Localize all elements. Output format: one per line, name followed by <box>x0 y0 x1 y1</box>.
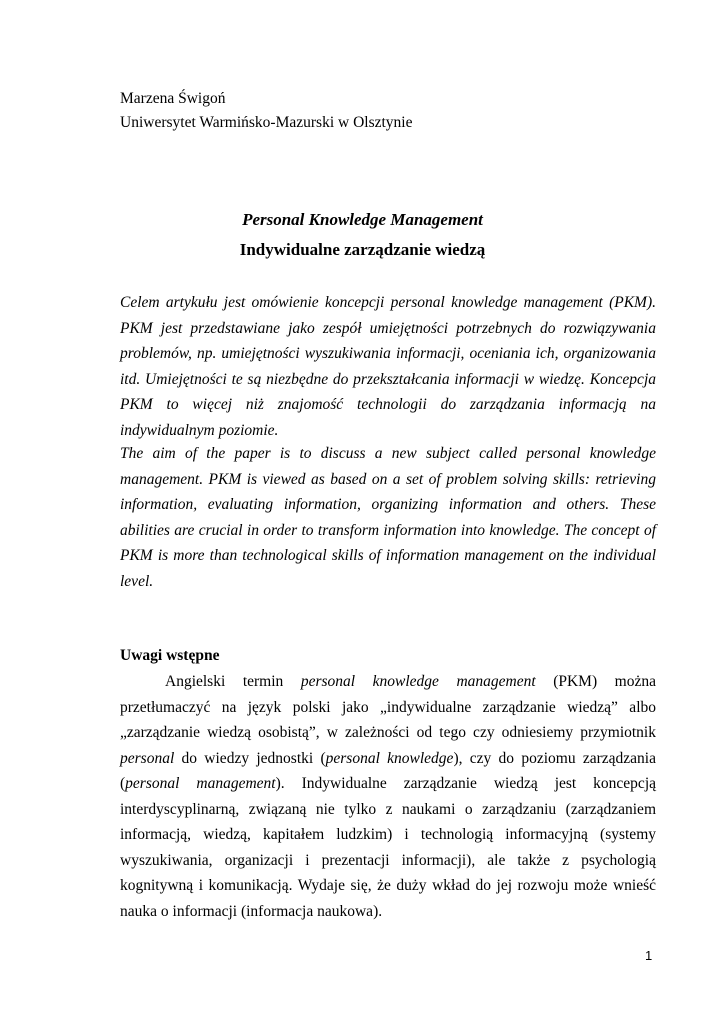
body-italic-term: personal <box>120 749 175 767</box>
abstract-polish: Celem artykułu jest omówienie koncepcji personal knowledge management (PKM). PKM jest przedstawiane jako zespół umiejętności potrzebnych do rozwiązywania problemów, np. umiejętności wyszukiwania informacji, oceniania ich, organizowania itd. Umiejętności te są niezbędne do przekształcania informacji w wiedzę. Koncepcja PKM to więcej niż znajomość technologii do zarządzania informacją na indywidualnym poziomie. <box>120 294 656 439</box>
abstract-english: The aim of the paper is to discuss a new subject called personal knowledge management. PKM is viewed as based on a set of problem solving skills: retrieving information, evaluating information, organizing information and others. These abilities are crucial in order to transform information into knowledge. The concept of PKM is more than technological skills of information management on the individual level. <box>120 445 656 590</box>
body-text-run: Angielski termin <box>165 673 301 690</box>
body-italic-term: personal knowledge <box>325 749 454 767</box>
body-paragraph <box>120 669 656 924</box>
body-text-run: ). Indywidualne zarządzanie wiedzą jest koncepcją interdyscyplinarną, związaną nie tylko z naukami o zarządzaniu (zarządzaniem informacją, wiedzą, kapitałem ludzkim) i technologią informacyjną (systemy wyszukiwania, organizacji i prezentacji informacji), ale także z psychologią kognitywną i komunikacją. Wydaje się, że duży wkład do jej rozwoju może wnieść nauka o informacji (informacja naukowa). <box>120 775 657 920</box>
body-text-run: do wiedzy jednostki ( <box>174 749 326 767</box>
body-italic-term: personal management <box>125 775 276 792</box>
page-number: 1 <box>645 948 653 963</box>
author-name: Marzena Świgoń <box>120 90 226 107</box>
paper-title-english: Personal Knowledge Management <box>242 210 483 229</box>
section-heading: Uwagi wstępne <box>120 647 220 664</box>
body-text-run: (PKM) można przetłumaczyć na język polski jako „indywidualne zarządzanie wiedzą” albo „zarządzanie wiedzą osobistą”, w zależności od tego czy odniesiemy przymiotnik <box>120 673 656 741</box>
author-block <box>120 87 412 135</box>
author-affiliation: Uniwersytet Warmińsko-Mazurski w Olsztynie <box>120 114 413 131</box>
paper-title-polish: Indywidualne zarządzanie wiedzą <box>239 240 486 259</box>
body-text-run: ), czy do poziomu zarządzania ( <box>120 749 656 792</box>
body-italic-term: personal knowledge management <box>300 673 536 690</box>
